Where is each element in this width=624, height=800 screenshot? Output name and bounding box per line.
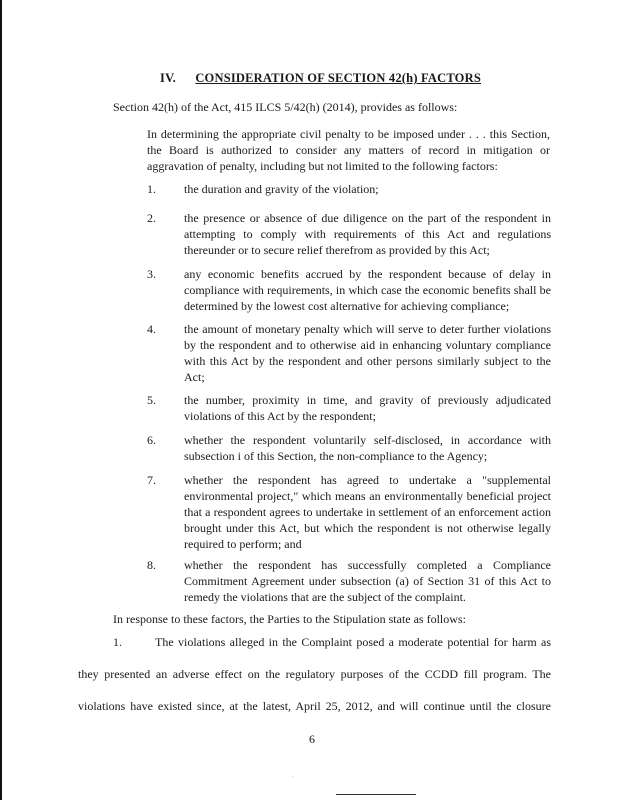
- factor-number: 5.: [147, 393, 156, 407]
- scan-bottom-mark: [336, 794, 416, 795]
- paragraph-text: The violations alleged in the Complaint posed a moderate potential for harm as: [155, 635, 551, 649]
- paragraph-1-line-1: [113, 635, 551, 650]
- paragraph-1-line-3: violations have existed since, at the latest, April 25, 2012, and will continue until the closure: [78, 699, 551, 713]
- factor-text: any economic benefits accrued by the respondent because of delay in compliance with requirements, in which case the economic benefits shall be determined by the lowest cost alternative for achieving compliance;: [184, 267, 551, 313]
- intro-text: Section 42(h) of the Act, 415 ILCS 5/42(h) (2014), provides as follows:: [113, 100, 458, 114]
- factor-number: 3.: [147, 267, 156, 281]
- paragraph-1-line-2: they presented an adverse effect on the regulatory purposes of the CCDD fill program. The: [78, 667, 551, 681]
- factor-text: the presence or absence of due diligence on the part of the respondent in attempting to comply with requirements of this Act and regulations thereunder or to secure relief therefrom as provided by this Act;: [184, 211, 551, 257]
- factor-text: whether the respondent has successfully completed a Compliance Commitment Agreement under subsection (a) of Section 31 of this Act to remedy the violations that are the subject of the complaint.: [184, 558, 551, 604]
- factor-text: the duration and gravity of the violation;: [184, 182, 379, 196]
- section-heading: [160, 71, 481, 86]
- factor-number: 7.: [147, 473, 156, 487]
- factor-number: 4.: [147, 322, 156, 336]
- factor-number: 2.: [147, 211, 156, 225]
- factor-text: whether the respondent voluntarily self-disclosed, in accordance with subsection i of this Section, the non-compliance to the Agency;: [184, 433, 551, 463]
- response-intro: In response to these factors, the Parties to the Stipulation state as follows:: [113, 612, 466, 626]
- factor-number: 6.: [147, 433, 156, 447]
- section-title: CONSIDERATION OF SECTION 42(h) FACTORS: [195, 71, 481, 85]
- paragraph-number: 1.: [113, 635, 122, 649]
- section-number: IV.: [160, 71, 177, 85]
- scan-speck: ·: [292, 774, 294, 780]
- factor-number: 8.: [147, 558, 156, 572]
- factor-text: the amount of monetary penalty which will serve to deter further violations by the respondent and to otherwise aid in enhancing voluntary compliance with this Act by the respondent and other persons similarly subject to the Act;: [184, 322, 551, 384]
- scan-edge-line: [0, 0, 2, 800]
- page-number: 6: [309, 732, 315, 746]
- factor-number: 1.: [147, 182, 156, 196]
- factor-text: whether the respondent has agreed to undertake a "supplemental environmental project," which means an environmentally beneficial project that a respondent agrees to undertake in settlement of an enforcement action brought under this Act, but which the respondent is not otherwise legally required to perform; and: [184, 473, 551, 551]
- quoted-statute-intro: In determining the appropriate civil penalty to be imposed under . . . this Section, the Board is authorized to consider any matters of record in mitigation or aggravation of penalty, including but not limited to the following factors:: [147, 127, 550, 173]
- factor-text: the number, proximity in time, and gravity of previously adjudicated violations of this Act by the respondent;: [184, 393, 551, 423]
